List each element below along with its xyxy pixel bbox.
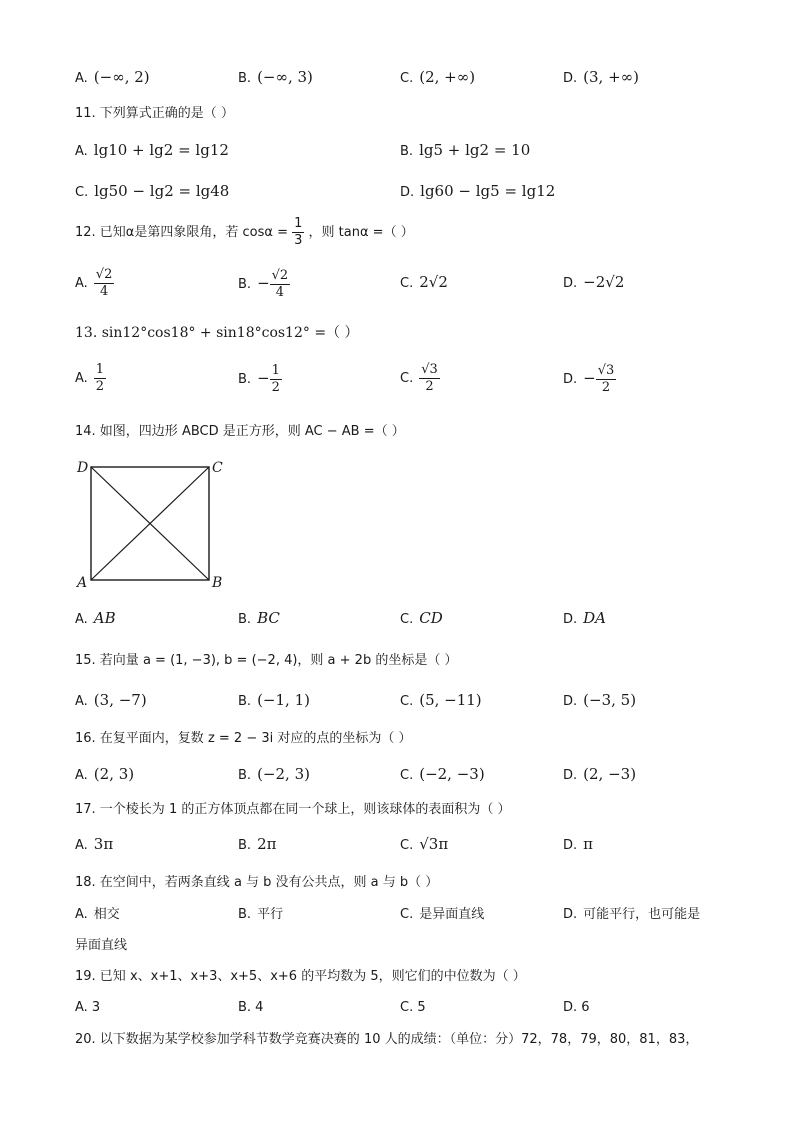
- q13-option-c: C. $\frac{√3}{2}$: [400, 361, 438, 394]
- q18-option-b: B. 平行: [238, 907, 284, 922]
- q12-stem: 12. 已知α是第四象限角，若 cosα = $\frac{1}{3}$ ，则 tanα =（ ）: [75, 216, 414, 248]
- q17-option-a: A. 3π: [75, 835, 114, 853]
- q16-option-b: B. (−2, 3): [238, 765, 310, 783]
- q16-option-c: C. (−2, −3): [400, 765, 485, 783]
- q12-option-b: B. − $\frac{√2}{4}$: [238, 267, 289, 300]
- q13-option-a: A. $\frac{1}{2}$: [75, 361, 105, 394]
- q13-stem: 13. sin12°cos18° + sin18°cos12° =（ ）: [75, 325, 359, 341]
- q16-stem: 16. 在复平面内，复数 z = 2 − 3i 对应的点的坐标为（ ）: [75, 731, 412, 746]
- q12-option-c: C. 2√2: [400, 273, 448, 291]
- q13-option-b: B. − $\frac{1}{2}$: [238, 362, 280, 395]
- q10-option-d: D. (3, +∞): [563, 68, 640, 86]
- q14-option-b: B. BC: [238, 609, 280, 627]
- q14-stem: 14. 如图，四边形 ABCD 是正方形，则 AC − AB =（ ）: [75, 424, 405, 439]
- q11-option-c: C. lg50 − lg2 = lg48: [75, 182, 230, 200]
- q19-stem: 19. 已知 x、x+1、x+3、x+5、x+6 的平均数为 5，则它们的中位数为（ ）: [75, 969, 526, 984]
- q17-option-c: C. √3π: [400, 835, 449, 853]
- q16-option-a: A. (2, 3): [75, 765, 135, 783]
- q19-option-d: D. 6: [563, 1000, 590, 1015]
- q19-option-a: A. 3: [75, 1000, 101, 1015]
- vertex-c-label: C: [212, 460, 223, 476]
- q10-option-a: A. (−∞, 2): [75, 68, 150, 86]
- q19-option-b: B. 4: [238, 1000, 264, 1015]
- q18-option-d: D. 可能平行，也可能是: [563, 907, 701, 922]
- q10-option-b: B. (−∞, 3): [238, 68, 313, 86]
- q11-option-b: B. lg5 + lg2 = 10: [400, 141, 531, 159]
- q10-option-c: C. (2, +∞): [400, 68, 476, 86]
- q15-stem: 15. 若向量 a = (1, −3), b = (−2, 4)，则 a + 2b 的坐标是（ ）: [75, 653, 458, 668]
- q12-option-a: A. $\frac{√2}{4}$: [75, 266, 113, 299]
- q13-option-d: D. − $\frac{√3}{2}$: [563, 362, 615, 395]
- q20-stem: 20. 以下数据为某学校参加学科节数学竞赛决赛的 10 人的成绩：（单位：分）72，78，79，80，81，83，: [75, 1032, 699, 1047]
- q15-option-a: A. (3, −7): [75, 691, 147, 709]
- square-diagram: [75, 458, 235, 590]
- q12-option-d: D. −2√2: [563, 273, 625, 291]
- q11-stem: 11. 下列算式正确的是（ ）: [75, 106, 234, 121]
- q19-option-c: C. 5: [400, 1000, 426, 1015]
- q18-stem: 18. 在空间中，若两条直线 a 与 b 没有公共点，则 a 与 b（ ）: [75, 875, 439, 890]
- q15-option-b: B. (−1, 1): [238, 691, 310, 709]
- q11-option-a: A. lg10 + lg2 = lg12: [75, 141, 229, 159]
- q15-option-c: C. (5, −11): [400, 691, 482, 709]
- vertex-d-label: D: [77, 460, 89, 476]
- q16-option-d: D. (2, −3): [563, 765, 637, 783]
- q18-option-d-continued: 异面直线: [75, 938, 128, 953]
- q18-option-c: C. 是异面直线: [400, 907, 485, 922]
- q17-option-b: B. 2π: [238, 835, 277, 853]
- q14-option-a: A. AB: [75, 609, 116, 627]
- q12-fraction: $\frac{1}{3}$: [294, 216, 303, 248]
- q17-option-d: D. π: [563, 835, 594, 853]
- q18-option-a: A. 相交: [75, 907, 120, 922]
- vertex-b-label: B: [212, 575, 223, 590]
- q11-option-d: D. lg60 − lg5 = lg12: [400, 182, 556, 200]
- q15-option-d: D. (−3, 5): [563, 691, 637, 709]
- q14-option-d: D. DA: [563, 609, 607, 627]
- vertex-a-label: A: [77, 575, 88, 590]
- q14-option-c: C. CD: [400, 609, 443, 627]
- q17-stem: 17. 一个棱长为 1 的正方体顶点都在同一个球上，则该球体的表面积为（ ）: [75, 802, 511, 817]
